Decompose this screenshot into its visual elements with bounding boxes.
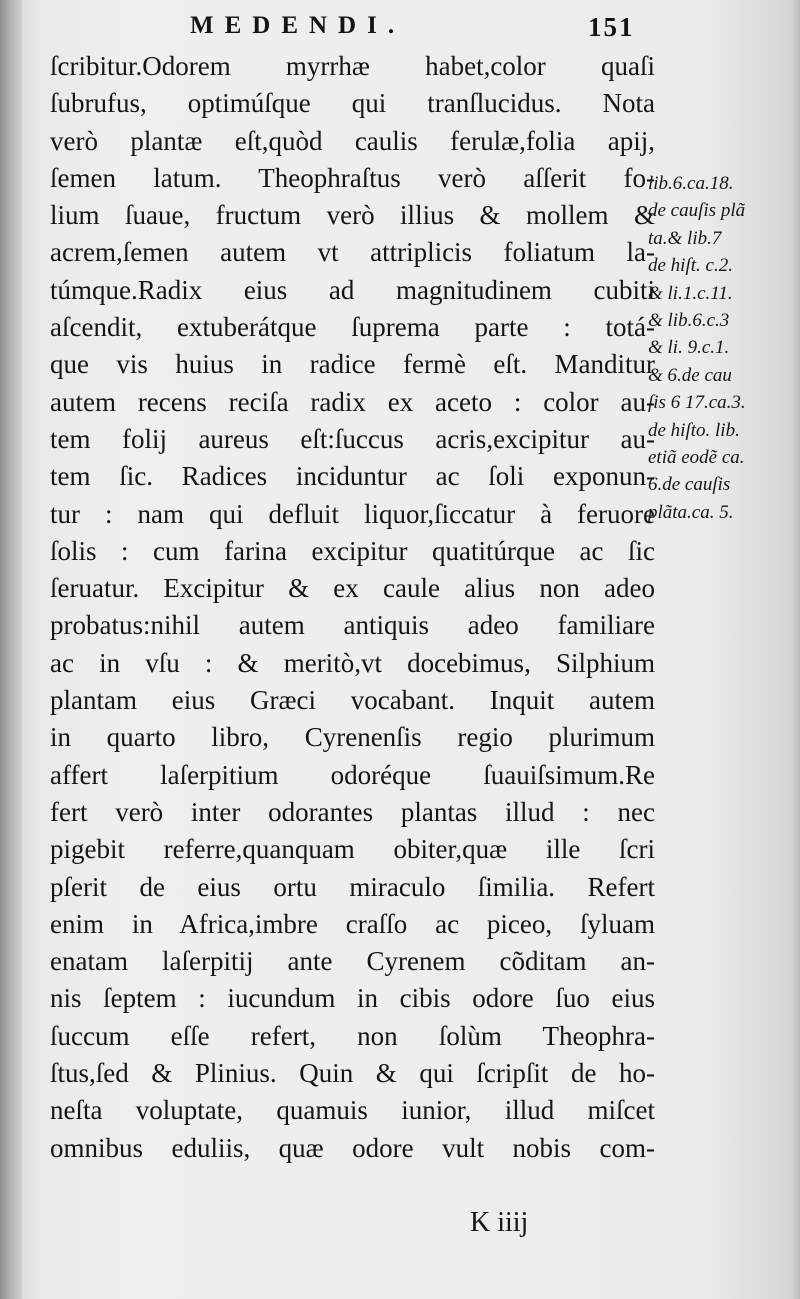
text-line: pigebit referre,quanquam obiter,quæ ille ſcri [50, 834, 655, 865]
text-line: enatam laſerpitij ante Cyrenem cõditam an- [50, 946, 655, 977]
text-line: omnibus eduliis, quæ odore vult nobis com- [50, 1132, 655, 1163]
text-line: ſolis : cum farina excipitur quatitúrque ac ſic [50, 535, 655, 566]
text-line: verò plantæ eſt,quòd caulis ferulæ,folia apij, [50, 125, 655, 156]
margin-note: de hiſt. c.2. [648, 255, 733, 277]
margin-note: plãta.ca. 5. [648, 501, 734, 523]
page-gutter-shadow [0, 0, 22, 1299]
margin-note: de hiſto. lib. [648, 419, 740, 441]
text-line: lium ſuaue, fructum verò illius & mollem & [50, 200, 655, 231]
margin-notes [648, 170, 793, 526]
text-line: tur : nam qui defluit liquor,ſiccatur à feruore [50, 498, 655, 529]
margin-note: lib.6.ca.18. [648, 173, 734, 194]
margin-note: & lib.6.c.3 [648, 309, 730, 331]
margin-note: & li. 9.c.1. [648, 337, 730, 359]
text-line: in quarto libro, Cyrenenſis regio plurimum [50, 722, 655, 753]
text-line: neſta voluptate, quamuis iunior, illud miſcet [50, 1095, 655, 1126]
text-line: que vis huius in radice fermè eſt. Manditur [50, 349, 655, 380]
text-line: ſuccum eſſe refert, non ſolùm Theophra- [50, 1020, 655, 1051]
text-line: ſtus,ſed & Plinius. Quin & qui ſcripſit de ho- [50, 1058, 655, 1089]
text-line: fert verò inter odorantes plantas illud : nec [50, 796, 655, 827]
text-line: ac in vſu : & meritò,vt docebimus, Silphium [50, 647, 655, 678]
text-line: acrem,ſemen autem vt attriplicis foliatum la- [50, 237, 655, 268]
running-head: MEDENDI. [190, 12, 406, 39]
text-line: autem recens reciſa radix ex aceto : color au- [50, 386, 655, 417]
margin-note: de cauſis plã [648, 200, 746, 222]
text-line: ſemen latum. Theophraſtus verò aſſerit fo- [50, 162, 655, 193]
catchword: K iiij [470, 1207, 529, 1238]
text-line: ſubrufus, optimúſque qui tranſlucidus. Nota [50, 88, 655, 119]
margin-note: etiã eodẽ ca. [648, 446, 745, 468]
text-line: ſeruatur. Excipitur & ex caule alius non adeo [50, 573, 655, 604]
text-line: pſerit de eius ortu miraculo ſimilia. Refert [50, 871, 655, 902]
text-line: túmque.Radix eius ad magnitudinem cubiti [50, 274, 655, 305]
margin-note: 6.de cauſis [648, 474, 731, 496]
body-text [50, 48, 655, 1167]
text-line: probatus:nihil autem antiquis adeo familiare [50, 610, 655, 641]
text-line: nis ſeptem : iucundum in cibis odore ſuo eius [50, 983, 655, 1014]
margin-note: & li.1.c.11. [648, 282, 733, 304]
margin-note: & 6.de cau [648, 364, 732, 386]
text-line: tem ſic. Radices inciduntur ac ſoli exponun- [50, 461, 655, 492]
margin-note: ſis 6 17.ca.3. [648, 392, 746, 414]
text-line: affert laſerpitium odoréque ſuauiſsimum.Re [50, 759, 655, 790]
text-line: plantam eius Græci vocabant. Inquit autem [50, 685, 655, 716]
margin-note: ta.& lib.7 [648, 227, 722, 249]
text-line: ſcribitur.Odorem myrrhæ habet,color quaſi [50, 51, 655, 81]
text-line: enim in Africa,imbre craſſo ac piceo, ſyluam [50, 908, 655, 939]
text-line: aſcendit, extuberátque ſuprema parte : totá- [50, 312, 655, 343]
page-number: 151 [588, 12, 635, 42]
text-line: tem folij aureus eſt:ſuccus acris,excipitur au- [50, 423, 655, 454]
